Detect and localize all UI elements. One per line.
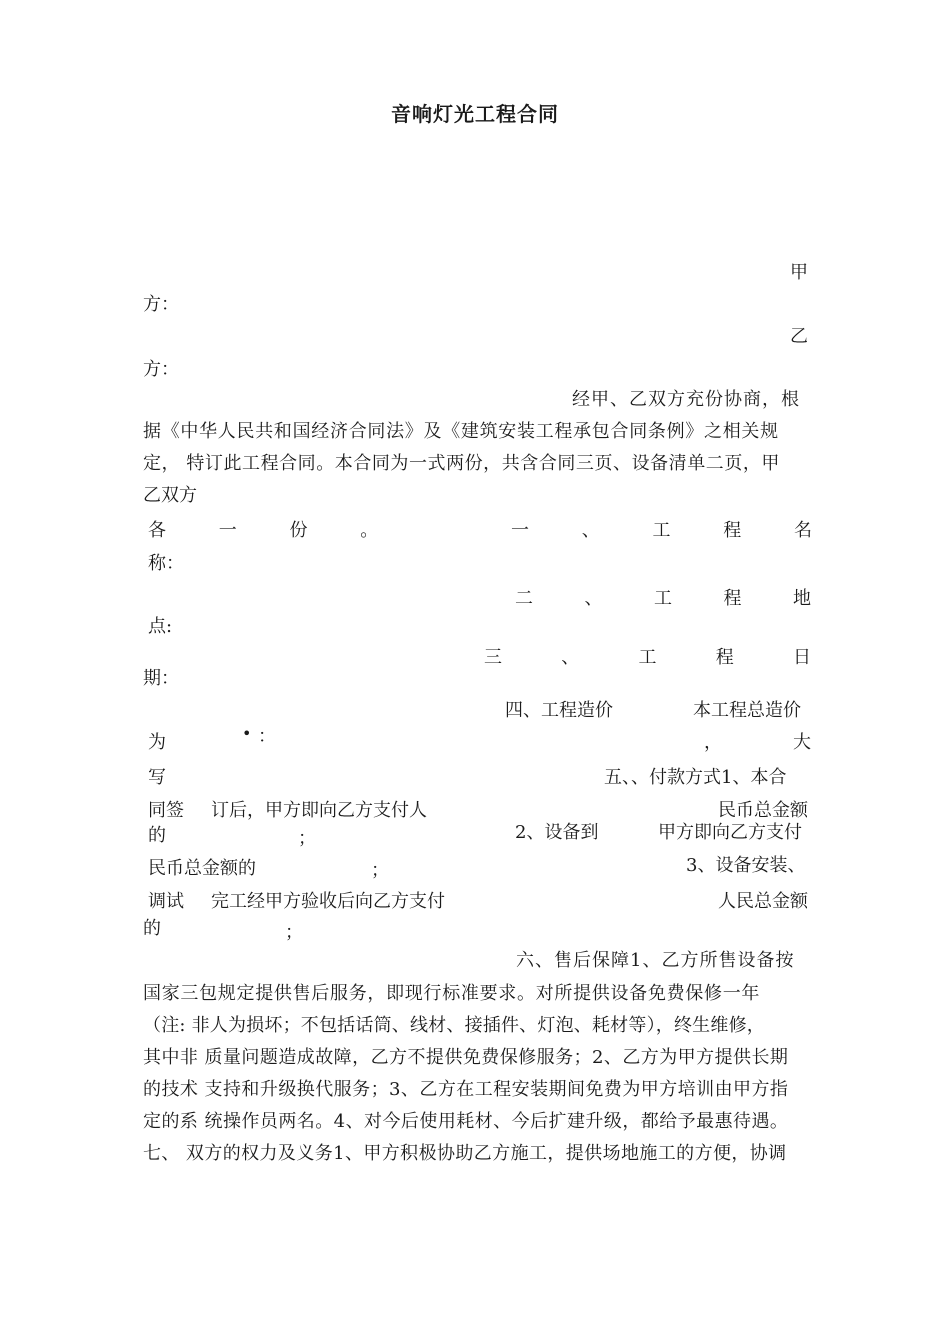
- row-copies-char: 程: [723, 520, 742, 541]
- party-b-label: 方：: [143, 359, 179, 380]
- payment-l5b: ；: [285, 922, 303, 943]
- payment-l3a: 民币总金额的: [148, 858, 256, 879]
- party-b-char: 乙: [790, 326, 808, 347]
- project-date-label: 期：: [143, 668, 179, 689]
- row-date-char: 、: [561, 647, 580, 668]
- price-da: 大: [793, 732, 811, 753]
- row-copies: [148, 520, 812, 542]
- row-location: [515, 588, 811, 610]
- row-date-char: 程: [715, 647, 734, 668]
- payment-l1a: 同签: [148, 800, 184, 821]
- payment-l2a: 的: [148, 825, 166, 846]
- row-copies-char: 各: [148, 520, 166, 541]
- payment-l4c: 人民总金额: [718, 891, 808, 912]
- price-heading: 四、工程造价: [505, 700, 613, 721]
- price-total-label: 本工程总造价: [693, 700, 801, 721]
- row-location-char: 地: [793, 588, 811, 609]
- row-copies-char: 工: [652, 520, 671, 541]
- payment-heading: 五、、付款方式1、本合: [604, 767, 787, 788]
- payment-l3b: ；: [371, 860, 389, 881]
- rights-line-1: 七、 双方的权力及义务1、甲方积极协助乙方施工，提供场地施工的方便，协调: [143, 1143, 787, 1164]
- document-title: 音响灯光工程合同: [391, 102, 559, 126]
- row-copies-char: 、: [581, 520, 600, 541]
- after-sales-line-5: 的技术 支持和升级换代服务；3、乙方在工程安装期间免费为甲方培训由甲方指: [143, 1079, 789, 1100]
- price-xie: 写: [148, 767, 166, 788]
- row-location-char: 二: [515, 588, 533, 609]
- after-sales-line-2: 国家三包规定提供售后服务，即现行标准要求。对所提供设备免费保修一年: [143, 983, 761, 1004]
- payment-l1c: 民币总金额: [718, 800, 808, 821]
- payment-l2c: 2、设备到: [515, 822, 599, 843]
- price-comma: ，: [704, 732, 722, 753]
- payment-l4a: 调试: [148, 891, 184, 912]
- row-date-char: 工: [638, 647, 657, 668]
- row-location-char: 、: [584, 588, 603, 609]
- party-a-label: 方：: [143, 294, 179, 315]
- after-sales-line-1: 六、售后保障1、乙方所售设备按: [516, 950, 795, 971]
- bullet-dot: •: [242, 724, 252, 743]
- payment-l2b: ；: [298, 828, 316, 849]
- row-copies-char: 名: [794, 520, 812, 541]
- intro-line-3: 定， 特订此工程合同。本合同为一式两份，共含合同三页、设备清单二页，甲: [143, 453, 780, 474]
- row-date-char: 三: [484, 647, 502, 668]
- row-copies-char: 一: [218, 520, 237, 541]
- payment-l4b: 完工经甲方验收后向乙方支付: [211, 891, 445, 912]
- payment-l5a: 的: [143, 918, 161, 939]
- party-a-char: 甲: [790, 262, 808, 283]
- price-wei: 为: [148, 732, 166, 753]
- row-date-char: 日: [793, 647, 811, 668]
- project-name-label: 称：: [148, 553, 184, 574]
- after-sales-line-4: 其中非 质量问题造成故障，乙方不提供免费保修服务；2、乙方为甲方提供长期: [143, 1047, 789, 1068]
- after-sales-line-3: （注: 非人为损坏；不包括话筒、线材、接插件、灯泡、耗材等），终生维修，: [143, 1015, 765, 1036]
- payment-l1b: 订后，甲方即向乙方支付人: [211, 800, 427, 821]
- payment-l2d: 甲方即向乙方支付: [658, 822, 802, 843]
- row-date: [484, 647, 811, 669]
- intro-line-4: 乙双方: [143, 485, 197, 506]
- row-location-char: 程: [723, 588, 742, 609]
- intro-line-2: 据《中华人民共和国经济合同法》及《建筑安装工程承包合同条例》之相关规: [143, 421, 779, 442]
- price-colon: ：: [258, 726, 276, 747]
- intro-line-1: 经甲、乙双方充份协商，根: [572, 389, 800, 410]
- row-location-char: 工: [654, 588, 672, 609]
- payment-l3c: 3、设备安装、: [686, 855, 806, 876]
- row-copies-char: 一: [511, 520, 529, 541]
- project-location-label: 点:: [148, 616, 173, 637]
- row-copies-char: 份: [289, 520, 308, 541]
- row-copies-char: 。: [360, 520, 379, 541]
- after-sales-line-6: 定的系 统操作员两名。4、对今后使用耗材、今后扩建升级，都给予最惠待遇。: [143, 1111, 789, 1132]
